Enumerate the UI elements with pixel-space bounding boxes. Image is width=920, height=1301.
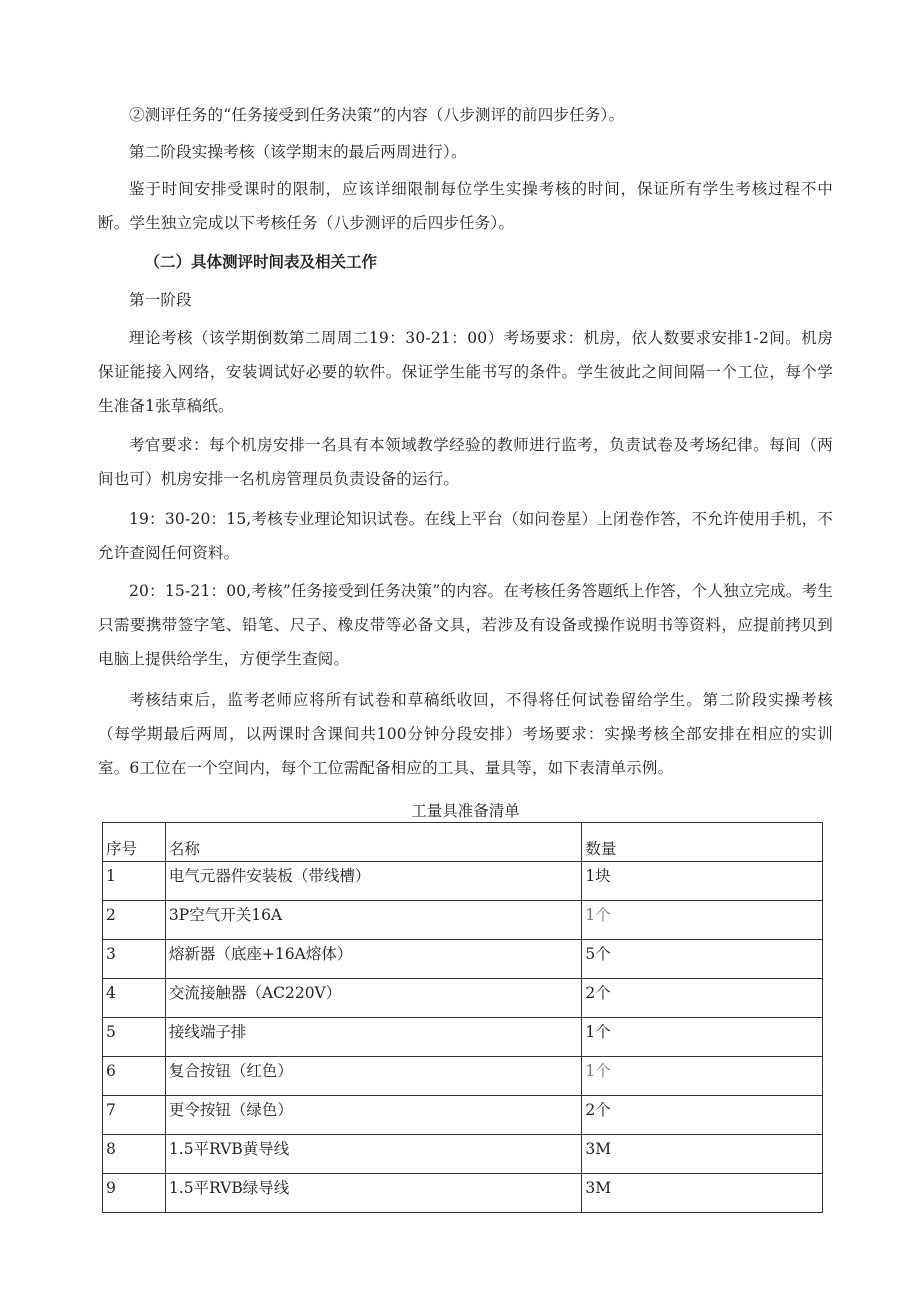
row-index: 2 bbox=[103, 901, 166, 940]
row-index: 4 bbox=[103, 979, 166, 1018]
paragraph-examiner-requirements: 考官要求：每个机房安排一名具有本领域教学经验的教师进行监考，负责试卷及考场纪律。每间（两间也可）机房安排一名机房管理员负责设备的运行。 bbox=[98, 436, 833, 488]
section-heading: （二）具体测评时间表及相关工作 bbox=[144, 253, 378, 271]
table-row bbox=[103, 1018, 823, 1057]
row-item-name: 3P空气开关16A bbox=[165, 901, 581, 940]
paragraph-time-limit: 鉴于时间安排受课时的限制，应该详细限制每位学生实操考核的时间，保证所有学生考核过程不中断。学生独立完成以下考核任务（八步测评的后四步任务）。 bbox=[98, 180, 833, 232]
row-index: 5 bbox=[103, 1018, 166, 1057]
row-quantity: 2个 bbox=[582, 979, 823, 1018]
table-row bbox=[103, 1174, 823, 1213]
row-quantity: 1个 bbox=[582, 901, 823, 940]
table-row bbox=[103, 862, 823, 901]
row-index: 9 bbox=[103, 1174, 166, 1213]
paragraph-task-session: 20：15-21：00,考核”任务接受到任务决策”的内容。在考核任务答题纸上作答，个人独立完成。考生只需要携带签字笔、铅笔、尺子、橡皮带等必备文具，若涉及有设备或操作说明书等资料，应提前拷贝到电脑上提供给学生，方便学生查阅。 bbox=[98, 582, 833, 668]
row-quantity: 1块 bbox=[582, 862, 823, 901]
paragraph-stage-one: 第一阶段 bbox=[129, 291, 192, 309]
table-caption: 工量具准备清单 bbox=[411, 802, 520, 820]
row-item-name: 交流接触器（AC220V） bbox=[165, 979, 581, 1018]
table-row bbox=[103, 979, 823, 1018]
row-quantity: 2个 bbox=[582, 1096, 823, 1135]
paragraph-after-exam: 考核结束后，监考老师应将所有试卷和草稿纸收回，不得将任何试卷留给学生。第二阶段实操考核（每学期最后两周，以两课时含课间共100分钟分段安排）考场要求：实操考核全部安排在相应的实训室。6工位在一个空间内，每个工位需配备相应的工具、量具等，如下表清单示例。 bbox=[98, 691, 833, 777]
table-row bbox=[103, 940, 823, 979]
header-index: 序号 bbox=[103, 823, 166, 862]
row-quantity: 3M bbox=[582, 1174, 823, 1213]
table-row bbox=[103, 901, 823, 940]
row-item-name: 熔新器（底座+16A熔体） bbox=[165, 940, 581, 979]
row-index: 6 bbox=[103, 1057, 166, 1096]
header-name: 名称 bbox=[165, 823, 581, 862]
row-item-name: 电气元器件安装板（带线槽） bbox=[165, 862, 581, 901]
row-quantity: 1个 bbox=[582, 1018, 823, 1057]
row-item-name: 1.5平RVB黄导线 bbox=[165, 1135, 581, 1174]
paragraph-theory-session: 19：30-20：15,考核专业理论知识试卷。在线上平台（如问卷星）上闭卷作答，不允许使用手机，不允许查阅任何资料。 bbox=[98, 510, 833, 562]
table-row bbox=[103, 1057, 823, 1096]
paragraph-theory-exam: 理论考核（该学期倒数第二周周二19：30-21：00）考场要求：机房，依人数要求安排1-2间。机房保证能接入网络，安装调试好必要的软件。保证学生能书写的条件。学生彼此之间间隔一个工位，每个学生准备1张草稿纸。 bbox=[98, 329, 833, 415]
row-item-name: 复合按钮（红色） bbox=[165, 1057, 581, 1096]
row-item-name: 接线端子排 bbox=[165, 1018, 581, 1057]
tools-table bbox=[102, 822, 823, 1213]
paragraph-stage-two-practical: 第二阶段实操考核（该学期末的最后两周进行）。 bbox=[129, 143, 467, 161]
row-quantity: 5个 bbox=[582, 940, 823, 979]
row-index: 3 bbox=[103, 940, 166, 979]
row-index: 7 bbox=[103, 1096, 166, 1135]
row-item-name: 1.5平RVB绿导线 bbox=[165, 1174, 581, 1213]
paragraph-evaluation-task: ②测评任务的“任务接受到任务决策”的内容（八步测评的前四步任务）。 bbox=[129, 106, 625, 124]
row-index: 8 bbox=[103, 1135, 166, 1174]
header-quantity: 数量 bbox=[582, 823, 823, 862]
table-header-row bbox=[103, 823, 823, 862]
row-quantity: 1个 bbox=[582, 1057, 823, 1096]
row-quantity: 3M bbox=[582, 1135, 823, 1174]
row-index: 1 bbox=[103, 862, 166, 901]
table-row bbox=[103, 1135, 823, 1174]
table-row bbox=[103, 1096, 823, 1135]
row-item-name: 更令按钮（绿色） bbox=[165, 1096, 581, 1135]
